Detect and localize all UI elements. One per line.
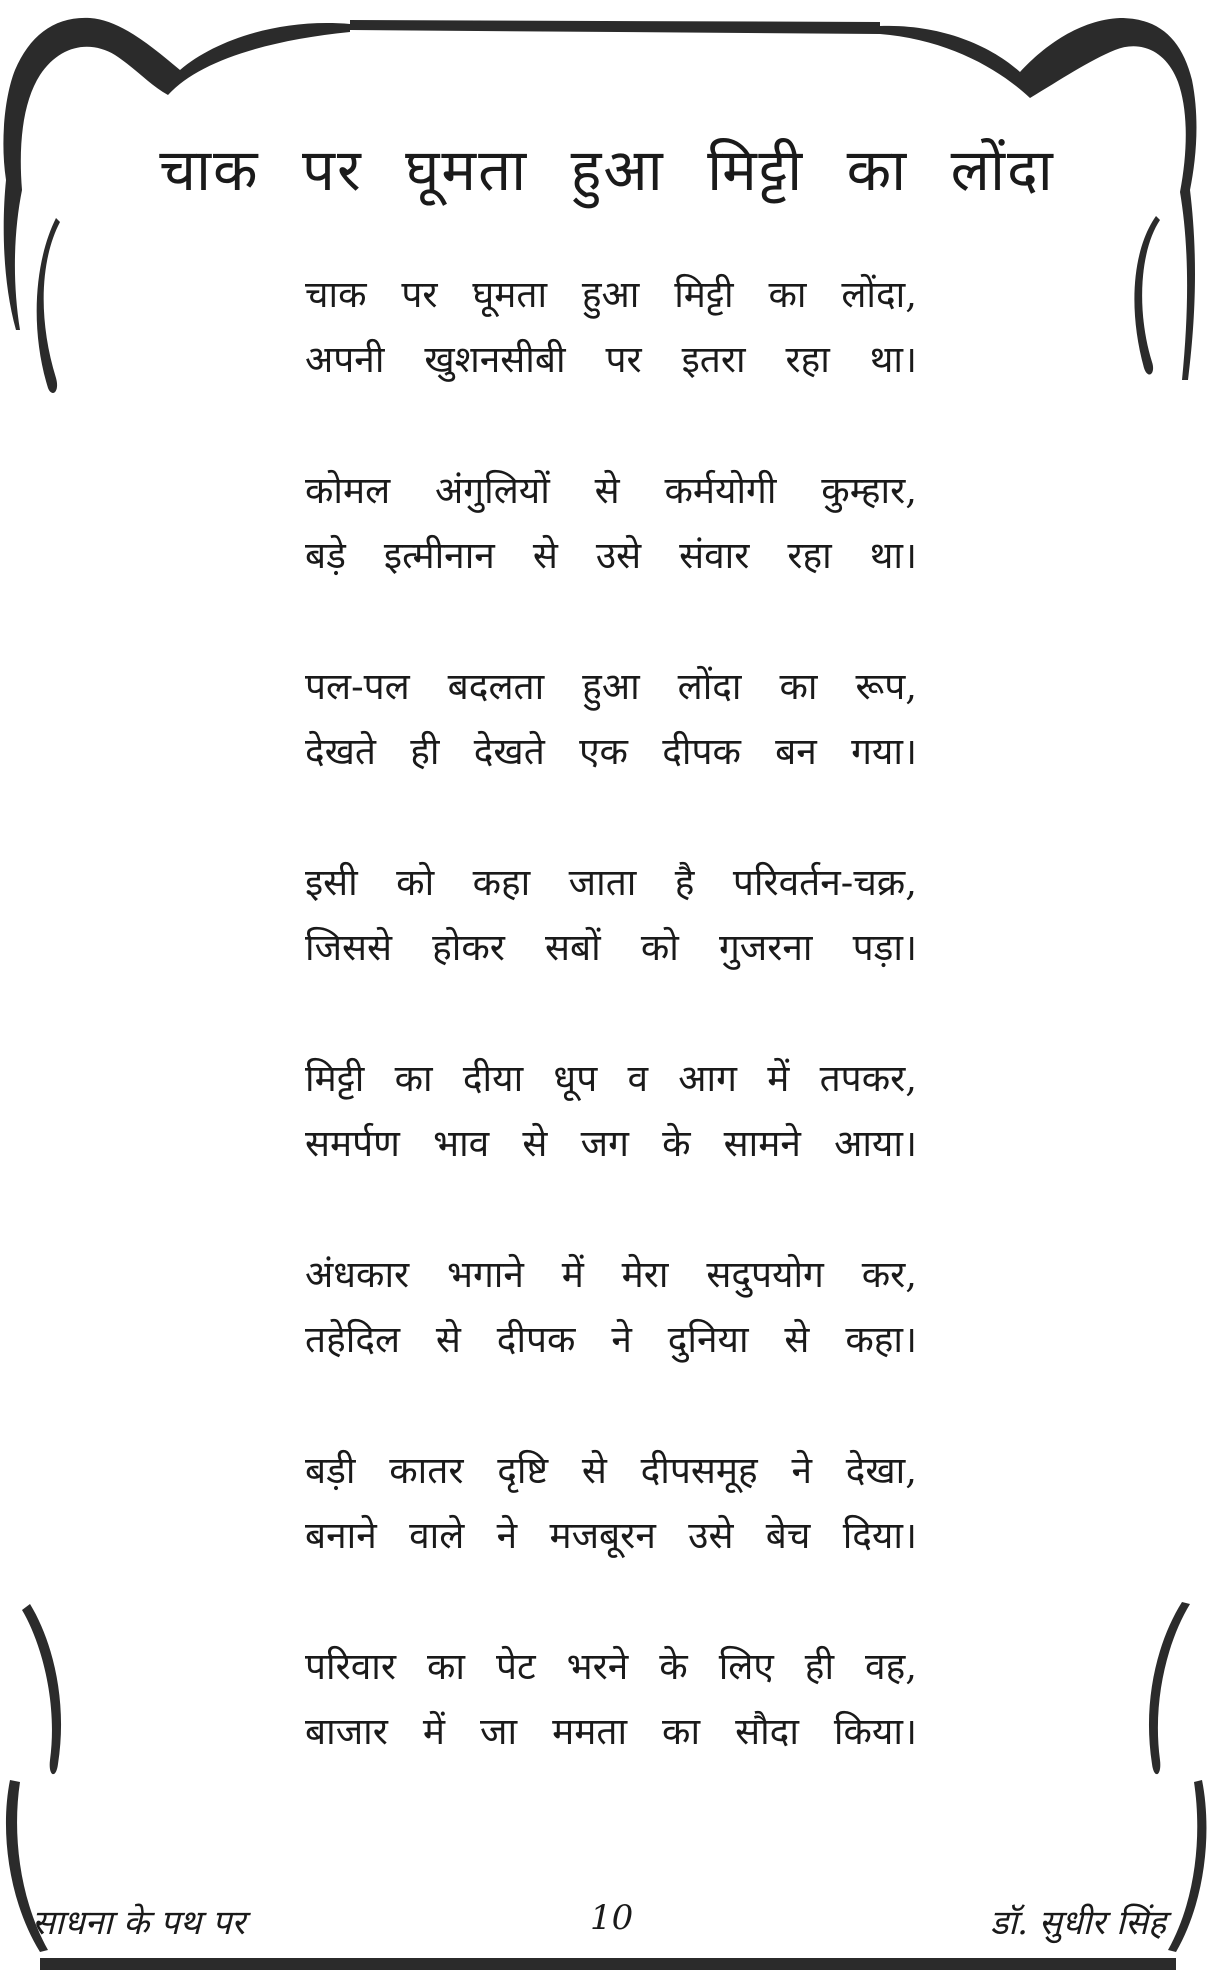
stanza [305,262,917,392]
frame-bottom-bar [40,1958,1176,1970]
stanza [305,458,917,588]
poem-line: बड़े इत्मीनान से उसे संवार रहा था। [305,534,917,577]
poem-line: इसी को कहा जाता है परिवर्तन-चक्र, [305,861,917,904]
poem-body [305,262,917,1830]
page-number: 10 [590,1898,634,1938]
poem-line: समर्पण भाव से जग के सामने आया। [305,1122,917,1165]
poem-line: चाक पर घूमता हुआ मिट्टी का लोंदा, [305,273,917,316]
poem-line: बड़ी कातर दृष्टि से दीपसमूह ने देखा, [305,1449,917,1492]
poem-line: परिवार का पेट भरने के लिए ही वह, [305,1645,917,1688]
stanza [305,1634,917,1764]
poem-line: अपनी खुशनसीबी पर इतरा रहा था। [305,338,917,381]
poem-line: देखते ही देखते एक दीपक बन गया। [305,730,917,773]
frame-right-top-swoosh [1134,216,1160,375]
frame-left-top-swoosh [37,218,60,393]
poem-line: अंधकार भगाने में मेरा सदुपयोग कर, [305,1253,917,1296]
frame-top-bar [350,20,880,34]
stanza [305,1046,917,1176]
book-title: साधना के पथ पर [32,1903,246,1943]
poem-line: जिससे होकर सबों को गुजरना पड़ा। [305,926,917,969]
author-name: डॉ. सुधीर सिंह [990,1903,1166,1943]
stanza [305,850,917,980]
page-footer [0,1898,1214,1958]
stanza [305,1438,917,1568]
poem-title: चाक पर घूमता हुआ मिट्टी का लोंदा [159,136,1055,204]
poem-line: मिट्टी का दीया धूप व आग में तपकर, [305,1057,917,1100]
poem-line: पल-पल बदलता हुआ लोंदा का रूप, [305,665,917,708]
poem-line: तहेदिल से दीपक ने दुनिया से कहा। [305,1318,917,1361]
poem-line: कोमल अंगुलियों से कर्मयोगी कुम्हार, [305,469,917,512]
frame-bottom-right-swoosh [1149,1602,1190,1774]
stanza [305,1242,917,1372]
stanza [305,654,917,784]
poem-line: बनाने वाले ने मजबूरन उसे बेच दिया। [305,1514,917,1557]
frame-bottom-left-swoosh [22,1604,61,1774]
poem-line: बाजार में जा ममता का सौदा किया। [305,1710,917,1753]
